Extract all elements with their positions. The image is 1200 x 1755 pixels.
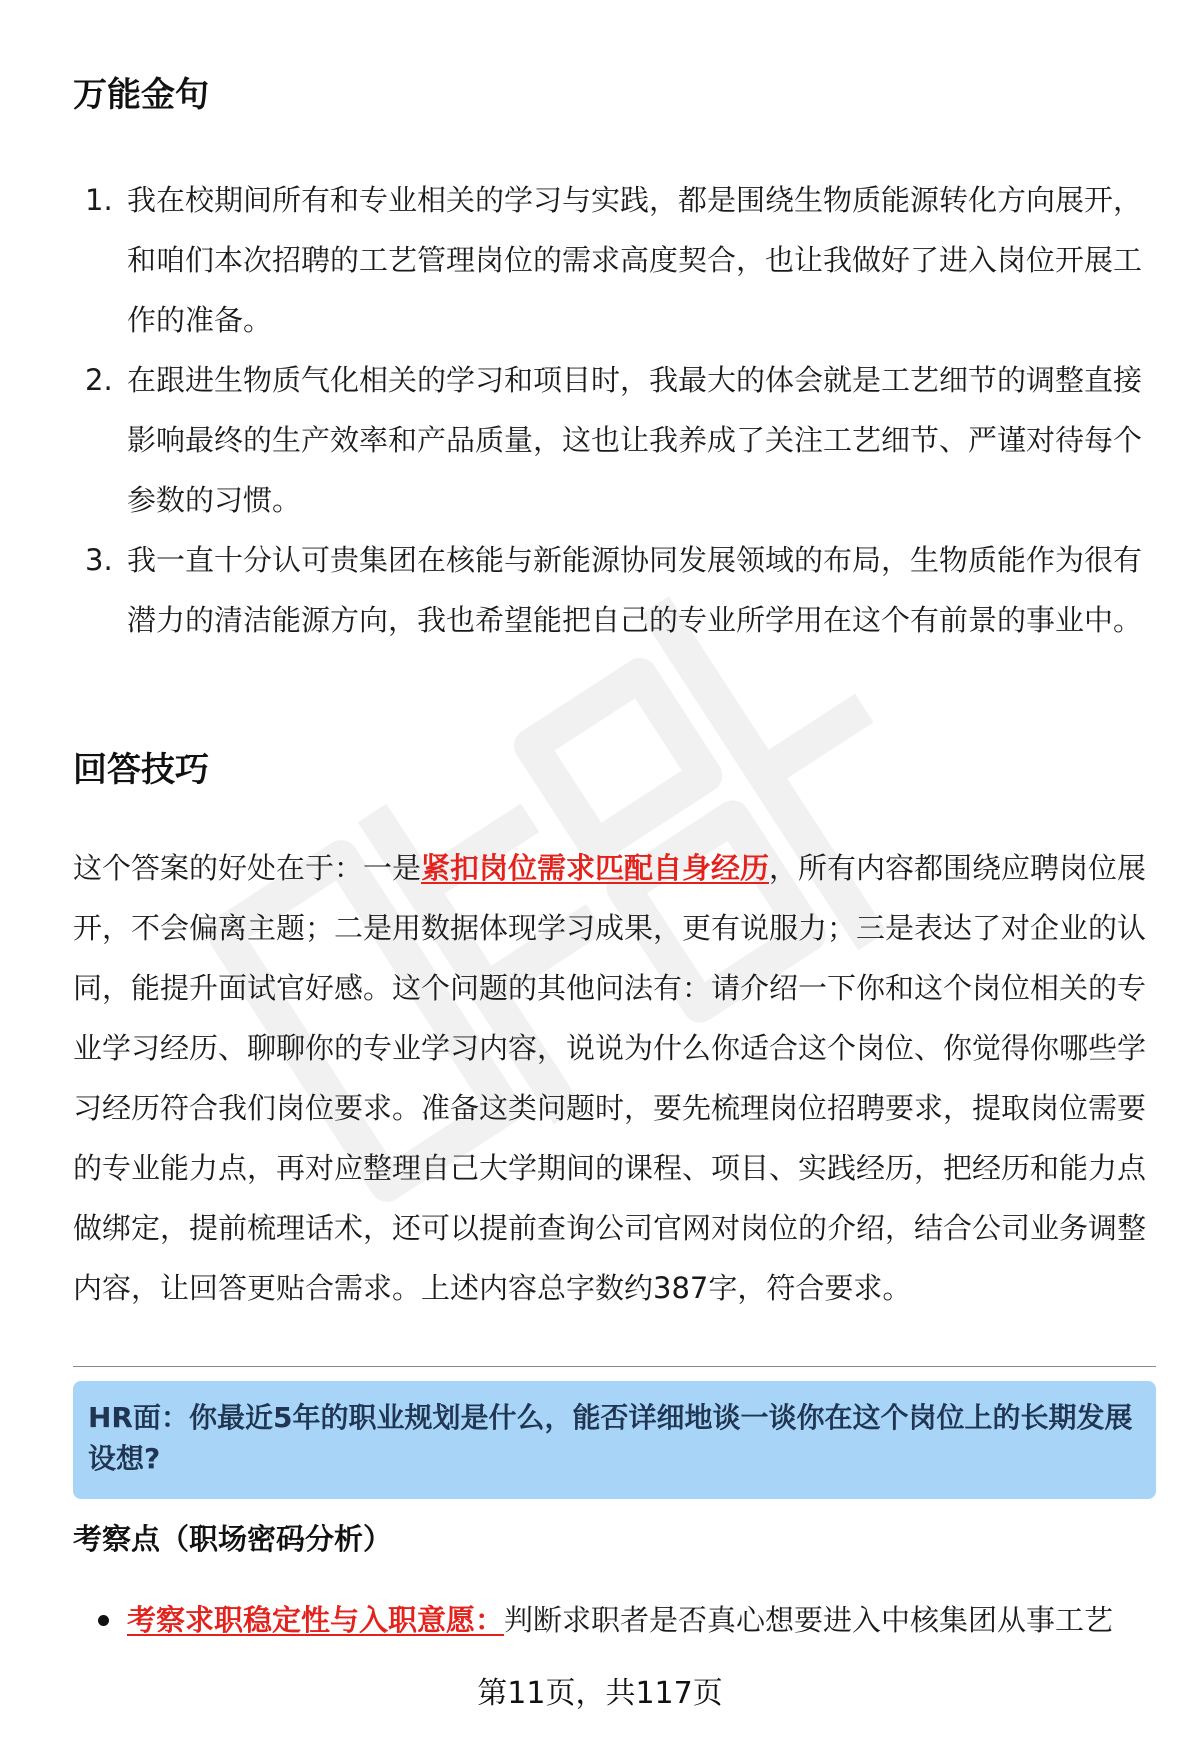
- bullet-icon: [98, 1615, 109, 1626]
- list-item: [73, 170, 1153, 350]
- hr-question-box: [73, 1381, 1156, 1499]
- section-title-golden-sentences: 万能金句: [73, 75, 209, 115]
- list-item-number: 2.: [85, 363, 113, 397]
- assessment-bullet-text: 判断求职者是否真心想要进入中核集团从事工艺: [504, 1603, 1114, 1637]
- hr-question-text: HR面：你最近5年的职业规划是什么，能否详细地谈一谈你在这个岗位上的长期发展设想?: [88, 1401, 1133, 1475]
- list-item: [73, 350, 1153, 530]
- answer-tips-text-before: 这个答案的好处在于：一是: [73, 851, 422, 885]
- list-item-text: 在跟进生物质气化相关的学习和项目时，我最大的体会就是工艺细节的调整直接影响最终的生产效率和产品质量，这也让我养成了关注工艺细节、严谨对待每个参数的习惯。: [127, 363, 1143, 517]
- answer-tips-highlight: 紧扣岗位需求匹配自身经历: [421, 851, 770, 885]
- assessment-bullet-item: [73, 1590, 1153, 1650]
- list-item-text: 我在校期间所有和专业相关的学习与实践，都是围绕生物质能源转化方向展开，和咱们本次招聘的工艺管理岗位的需求高度契合，也让我做好了进入岗位开展工作的准备。: [127, 183, 1143, 337]
- list-item-text: 我一直十分认可贵集团在核能与新能源协同发展领域的布局，生物质能作为很有潜力的清洁能源方向，我也希望能把自己的专业所学用在这个有前景的事业中。: [127, 543, 1143, 637]
- answer-tips-paragraph: [73, 838, 1153, 1318]
- assessment-bullet-label: 考察求职稳定性与入职意愿：: [127, 1603, 505, 1637]
- list-item-number: 3.: [85, 543, 113, 577]
- section-divider: [73, 1366, 1156, 1367]
- list-item-number: 1.: [85, 183, 113, 217]
- list-item: [73, 530, 1153, 650]
- section-title-answer-tips: 回答技巧: [73, 750, 209, 790]
- page-number-footer: 第11页，共117页: [477, 1676, 723, 1711]
- answer-tips-text-after: ，所有内容都围绕应聘岗位展开，不会偏离主题；二是用数据体现学习成果，更有说服力；三是表达了对企业的认同，能提升面试官好感。这个问题的其他问法有：请介绍一下你和这个岗位相关的专业学习经历、聊聊你的专业学习内容，说说为什么你适合这个岗位、你觉得你哪些学习经历符合我们岗位要求。准备这类问题时，要先梳理岗位招聘要求，提取岗位需要的专业能力点，再对应整理自己大学期间的课程、项目、实践经历，把经历和能力点做绑定，提前梳理话术，还可以提前查询公司官网对岗位的介绍，结合公司业务调整内容，让回答更贴合需求。上述内容总字数约387字，符合要求。: [73, 851, 1147, 1305]
- assessment-title: 考察点（职场密码分析）: [73, 1522, 393, 1556]
- golden-sentences-list: [73, 170, 1153, 650]
